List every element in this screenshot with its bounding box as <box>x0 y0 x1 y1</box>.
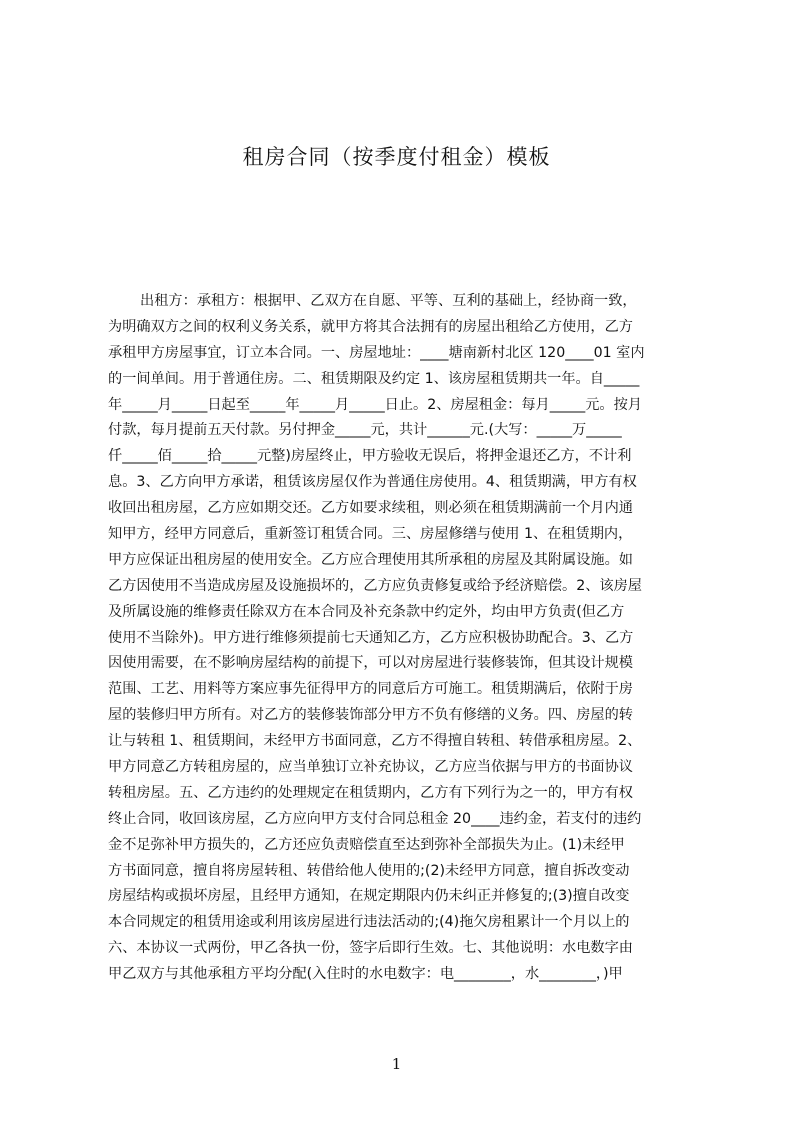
body-line: 及所属设施的维修责任除双方在本合同及补充条款中约定外，均由甲方负责(但乙方 <box>108 603 625 620</box>
body-line: 因使用需要，在不影响房屋结构的前提下，可以对房屋进行装修装饰，但其设计规模 <box>108 655 633 672</box>
body-line: 转租房屋。五、乙方违约的处理规定在租赁期内，乙方有下列行为之一的，甲方有权 <box>108 784 633 801</box>
body-line: 为明确双方之间的权利义务关系，就甲方将其合法拥有的房屋出租给乙方使用，乙方 <box>108 318 633 335</box>
body-line: 息。3、乙方向甲方承诺，租赁该房屋仅作为普通住房使用。4、租赁期满，甲方有权 <box>108 474 637 491</box>
page-number: 1 <box>391 1055 402 1073</box>
body-line: 房屋结构或损坏房屋，且经甲方通知，在规定期限内仍未纠正并修复的;(3)擅自改变 <box>108 888 630 905</box>
body-line: 使用不当除外)。甲方进行维修须提前七天通知乙方，乙方应积极协助配合。3、乙方 <box>108 629 634 646</box>
body-line: 的一间单间。用于普通住房。二、租赁期限及约定 1、该房屋租赁期共一年。自_____ <box>108 370 640 387</box>
body-line: 甲方同意乙方转租房屋的，应当单独订立补充协议，乙方应当依据与甲方的书面协议 <box>108 759 633 776</box>
body-line: 知甲方，经甲方同意后，重新签订租赁合同。三、房屋修缮与使用 1、在租赁期内， <box>108 526 633 543</box>
contract-body <box>108 289 698 988</box>
document-title: 租房合同（按季度付租金）模板 <box>242 145 551 169</box>
body-line: 年_____月_____日起至_____年_____月_____日止。2、房屋租金：每月_____元。按月 <box>108 396 642 413</box>
body-line: 本合同规定的租赁用途或利用该房屋进行违法活动的;(4)拖欠房租累计一个月以上的 <box>108 914 630 931</box>
body-line: 屋的装修归甲方所有。对乙方的装修装饰部分甲方不负有修缮的义务。四、房屋的转 <box>108 707 633 724</box>
body-line: 甲乙双方与其他承租方平均分配(入住时的水电数字：电________，水________，)甲 <box>108 966 623 983</box>
body-line: 终止合同，收回该房屋，乙方应向甲方支付合同总租金 20____违约金，若支付的违约 <box>108 810 642 827</box>
body-line: 方书面同意，擅自将房屋转租、转借给他人使用的;(2)未经甲方同意，擅自拆改变动 <box>108 862 630 879</box>
body-line: 范围、工艺、用料等方案应事先征得甲方的同意后方可施工。租赁期满后，依附于房 <box>108 681 633 698</box>
body-line: 六、本协议一式两份，甲乙各执一份，签字后即行生效。七、其他说明：水电数字由 <box>108 940 633 957</box>
body-line: 乙方因使用不当造成房屋及设施损坏的，乙方应负责修复或给予经济赔偿。2、该房屋 <box>108 577 642 594</box>
body-line: 金不足弥补甲方损失的，乙方还应负责赔偿直至达到弥补全部损失为止。(1)未经甲 <box>108 836 625 853</box>
body-line: 付款，每月提前五天付款。另付押金_____元，共计______元.(大写：_____万_____ <box>108 422 622 439</box>
body-line: 让与转租 1、租赁期间，未经甲方书面同意，乙方不得擅自转租、转借承租房屋。2、 <box>108 733 642 750</box>
body-line: 出租方：承租方：根据甲、乙双方在自愿、平等、互利的基础上，经协商一致， <box>140 293 637 309</box>
body-line: 甲方应保证出租房屋的使用安全。乙方应合理使用其所承租的房屋及其附属设施。如 <box>108 551 633 568</box>
body-line: 承租甲方房屋事宜，订立本合同。一、房屋地址：____塘南新村北区 120____01 室内 <box>108 344 645 361</box>
body-line: 收回出租房屋，乙方应如期交还。乙方如要求续租，则必须在租赁期满前一个月内通 <box>108 500 633 517</box>
body-line: 仟_____佰_____拾_____元整)房屋终止，甲方验收无误后，将押金退还乙方，不计利 <box>108 448 632 465</box>
